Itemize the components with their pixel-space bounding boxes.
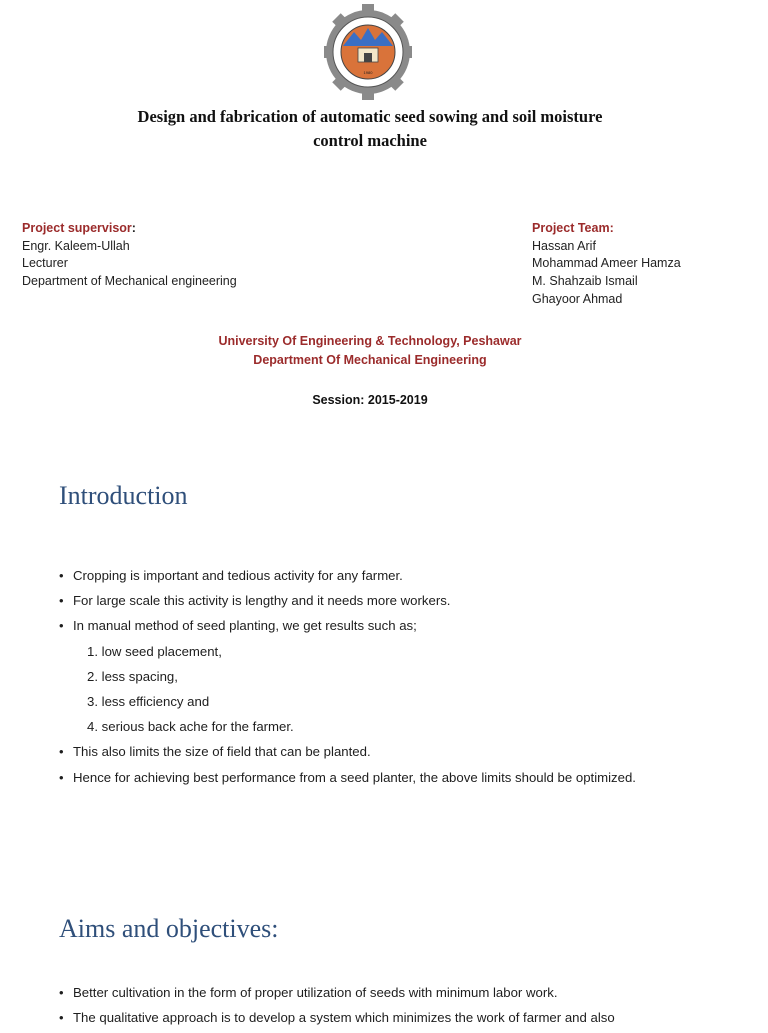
supervisor-heading-colon: :: [131, 221, 136, 235]
team-member: Mohammad Ameer Hamza: [532, 256, 681, 271]
university-name: University Of Engineering & Technology, Peshawar: [218, 334, 522, 348]
list-item: • Better cultivation in the form of proper utilization of seeds with minimum labor work.: [73, 983, 753, 1008]
university-logo: [324, 4, 412, 100]
list-item: • For large scale this activity is lengthy and it needs more workers.: [73, 591, 753, 616]
list-item: • Cropping is important and tedious activity for any farmer.: [73, 566, 753, 591]
sub-list-item: 1. low seed placement,: [87, 643, 222, 659]
sub-list-item: 4. serious back ache for the farmer.: [87, 719, 294, 735]
list-item: • Hence for achieving best performance from a seed planter, the above limits should be optimized.: [73, 768, 753, 793]
introduction-list: [73, 566, 753, 793]
sub-list-item: 3. less efficiency and: [87, 693, 210, 709]
team-member: Ghayoor Ahmad: [532, 291, 623, 306]
session-label: Session: 2015-2019: [312, 393, 428, 407]
list-item: • The qualitative approach is to develop a system which minimizes the work of farmer and also: [73, 1008, 753, 1033]
sub-list-item: 2. less spacing,: [87, 668, 178, 684]
document-title-line1: Design and fabrication of automatic seed sowing and soil moisture: [137, 107, 603, 126]
introduction-heading: Introduction: [59, 481, 188, 510]
list-item: • In manual method of seed planting, we get results such as;: [73, 616, 753, 641]
supervisor-department: Department of Mechanical engineering: [22, 274, 237, 289]
team-member: Hassan Arif: [532, 238, 596, 253]
team-heading: Project Team:: [532, 221, 614, 235]
list-item: • This also limits the size of field that can be planted.: [73, 742, 753, 767]
document-title-line2: control machine: [313, 131, 427, 150]
team-member: M. Shahzaib Ismail: [532, 274, 638, 289]
aims-heading: Aims and objectives:: [59, 914, 279, 943]
svg-text:1980: 1980: [363, 70, 373, 75]
department-name: Department Of Mechanical Engineering: [253, 353, 487, 367]
team-block: [532, 220, 681, 309]
aims-list: [73, 983, 753, 1033]
supervisor-heading: Project supervisor: [22, 221, 132, 235]
supervisor-role: Lecturer: [22, 256, 68, 271]
supervisor-name: Engr. Kaleem-Ullah: [22, 238, 130, 253]
supervisor-block: [22, 220, 237, 291]
